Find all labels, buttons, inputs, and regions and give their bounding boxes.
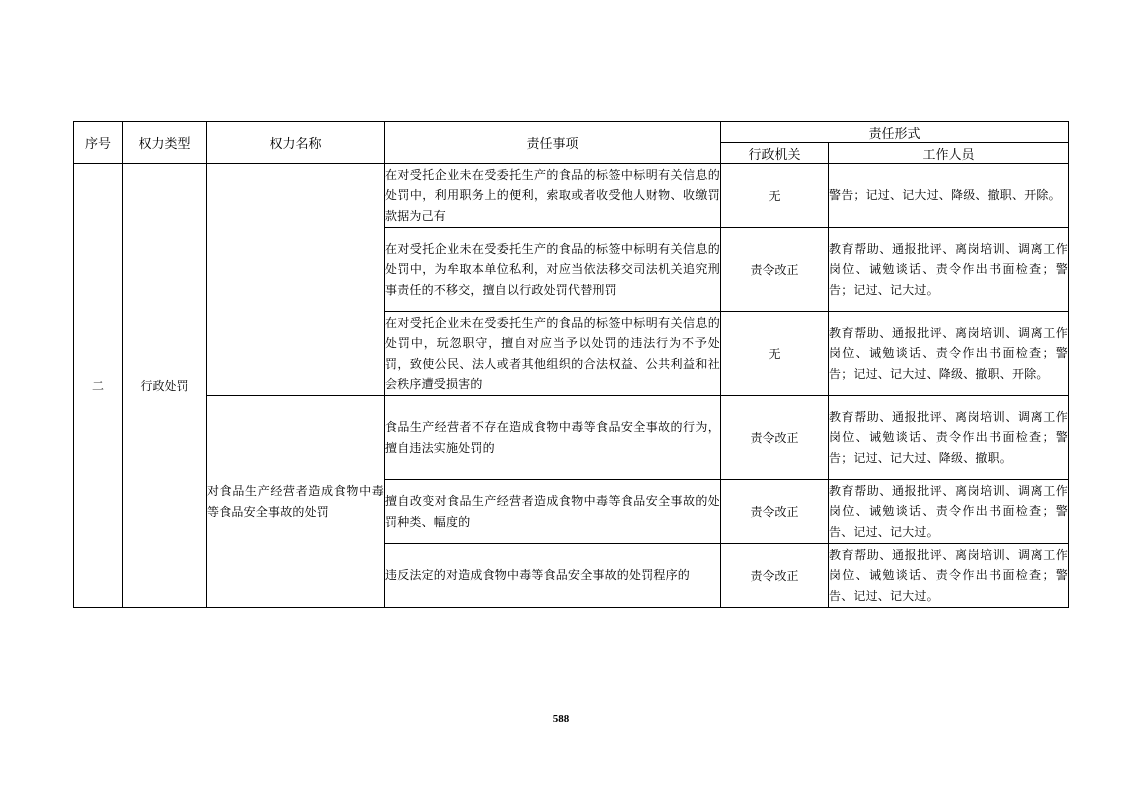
staff-cell: 教育帮助、通报批评、离岗培训、调离工作岗位、诫勉谈话、责令作出书面检查；警告、记过、记大过。 (829, 480, 1069, 544)
admin-org-cell: 责令改正 (721, 396, 829, 480)
duty-item-cell: 擅自改变对食品生产经营者造成食物中毒等食品安全事故的处罚种类、幅度的 (385, 480, 721, 544)
table-row (74, 164, 1069, 228)
seq-cell: 二 (74, 164, 123, 608)
staff-cell: 教育帮助、通报批评、离岗培训、调离工作岗位、诫勉谈话、责令作出书面检查；警告；记过、记大过、降级、撤职、开除。 (829, 312, 1069, 396)
header-staff: 工作人员 (829, 143, 1069, 164)
admin-org-cell: 责令改正 (721, 544, 829, 608)
duty-item-cell: 在对受托企业未在受委托生产的食品的标签中标明有关信息的处罚中，玩忽职守，擅自对应当予以处罚的违法行为不予处罚，致使公民、法人或者其他组织的合法权益、公共利益和社会秩序遭受损害的 (385, 312, 721, 396)
duty-item-cell: 违反法定的对造成食物中毒等食品安全事故的处罚程序的 (385, 544, 721, 608)
header-power-type: 权力类型 (123, 122, 207, 164)
responsibility-table (73, 121, 1069, 608)
page-number: 588 (552, 713, 570, 725)
staff-cell: 教育帮助、通报批评、离岗培训、调离工作岗位、诫勉谈话、责令作出书面检查；警告、记过、记大过。 (829, 544, 1069, 608)
header-duty-item: 责任事项 (385, 122, 721, 164)
admin-org-cell: 责令改正 (721, 228, 829, 312)
duty-item-cell: 在对受托企业未在受委托生产的食品的标签中标明有关信息的处罚中，利用职务上的便利，索取或者收受他人财物、收缴罚款据为己有 (385, 164, 721, 228)
header-duty-form: 责任形式 (721, 122, 1069, 143)
header-row-1 (74, 122, 1069, 143)
admin-org-cell: 无 (721, 164, 829, 228)
header-admin-org: 行政机关 (721, 143, 829, 164)
staff-cell: 教育帮助、通报批评、离岗培训、调离工作岗位、诫勉谈话、责令作出书面检查；警告；记过、记大过。 (829, 228, 1069, 312)
power-name-cell-empty (207, 164, 385, 396)
table-row (74, 396, 1069, 480)
admin-org-cell: 责令改正 (721, 480, 829, 544)
duty-item-cell: 在对受托企业未在受委托生产的食品的标签中标明有关信息的处罚中，为牟取本单位私利，对应当依法移交司法机关追究刑事责任的不移交，擅自以行政处罚代替刑罚 (385, 228, 721, 312)
duty-item-cell: 食品生产经营者不存在造成食物中毒等食品安全事故的行为，擅自违法实施处罚的 (385, 396, 721, 480)
header-seq: 序号 (74, 122, 123, 164)
power-name-cell: 对食品生产经营者造成食物中毒等食品安全事故的处罚 (207, 396, 385, 608)
admin-org-cell: 无 (721, 312, 829, 396)
header-power-name: 权力名称 (207, 122, 385, 164)
staff-cell: 警告；记过、记大过、降级、撤职、开除。 (829, 164, 1069, 228)
staff-cell: 教育帮助、通报批评、离岗培训、调离工作岗位、诫勉谈话、责令作出书面检查；警告；记过、记大过、降级、撤职。 (829, 396, 1069, 480)
power-type-cell: 行政处罚 (123, 164, 207, 608)
